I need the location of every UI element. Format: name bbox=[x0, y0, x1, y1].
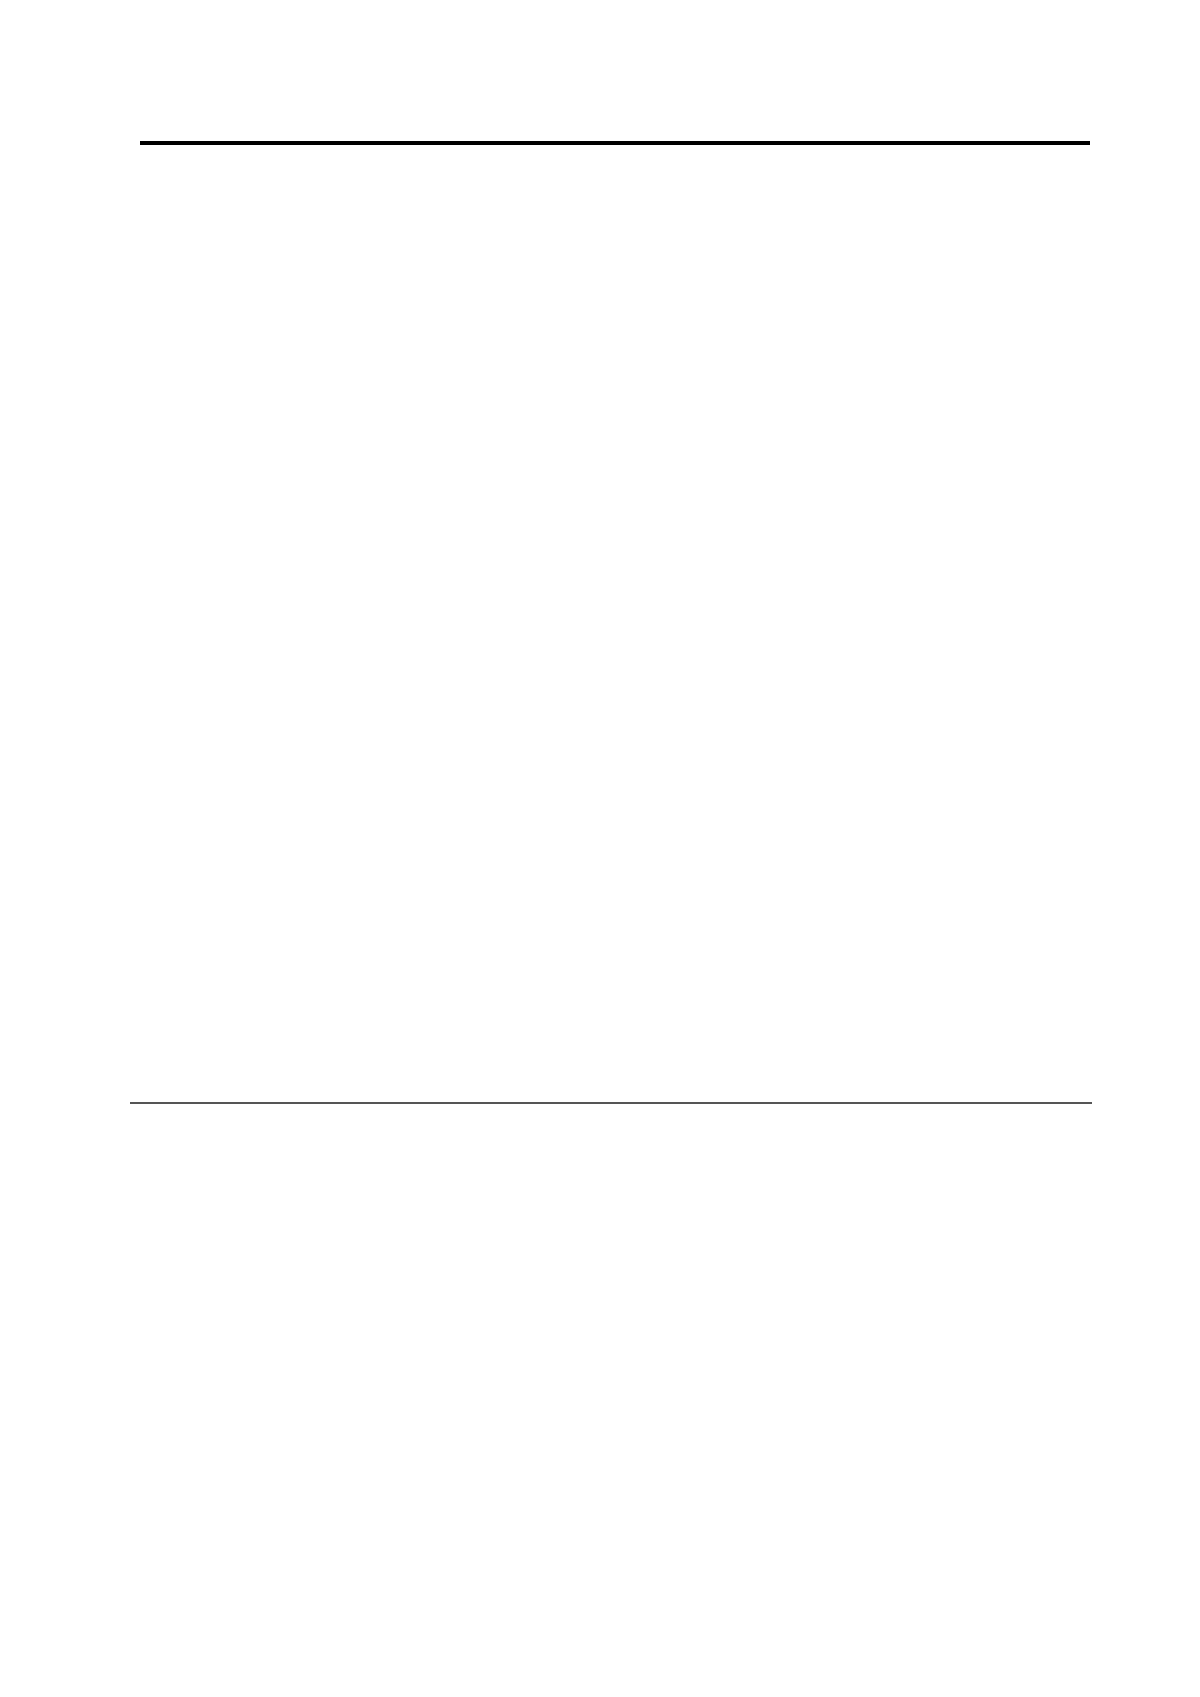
reference-item bbox=[142, 357, 1088, 381]
header-rule bbox=[140, 141, 1090, 145]
reference-item bbox=[142, 187, 1088, 211]
reference-item bbox=[142, 333, 1088, 357]
reference-item bbox=[142, 284, 1088, 308]
reference-item bbox=[142, 455, 1088, 479]
reference-item bbox=[142, 236, 1088, 260]
reference-item bbox=[142, 309, 1088, 333]
reference-item bbox=[142, 163, 1088, 187]
reference-list bbox=[142, 163, 1088, 479]
section-divider bbox=[130, 1102, 1092, 1104]
reference-item bbox=[142, 260, 1088, 284]
reference-item bbox=[142, 430, 1088, 454]
reference-item bbox=[142, 406, 1088, 430]
reference-item bbox=[142, 382, 1088, 406]
reference-item bbox=[142, 212, 1088, 236]
